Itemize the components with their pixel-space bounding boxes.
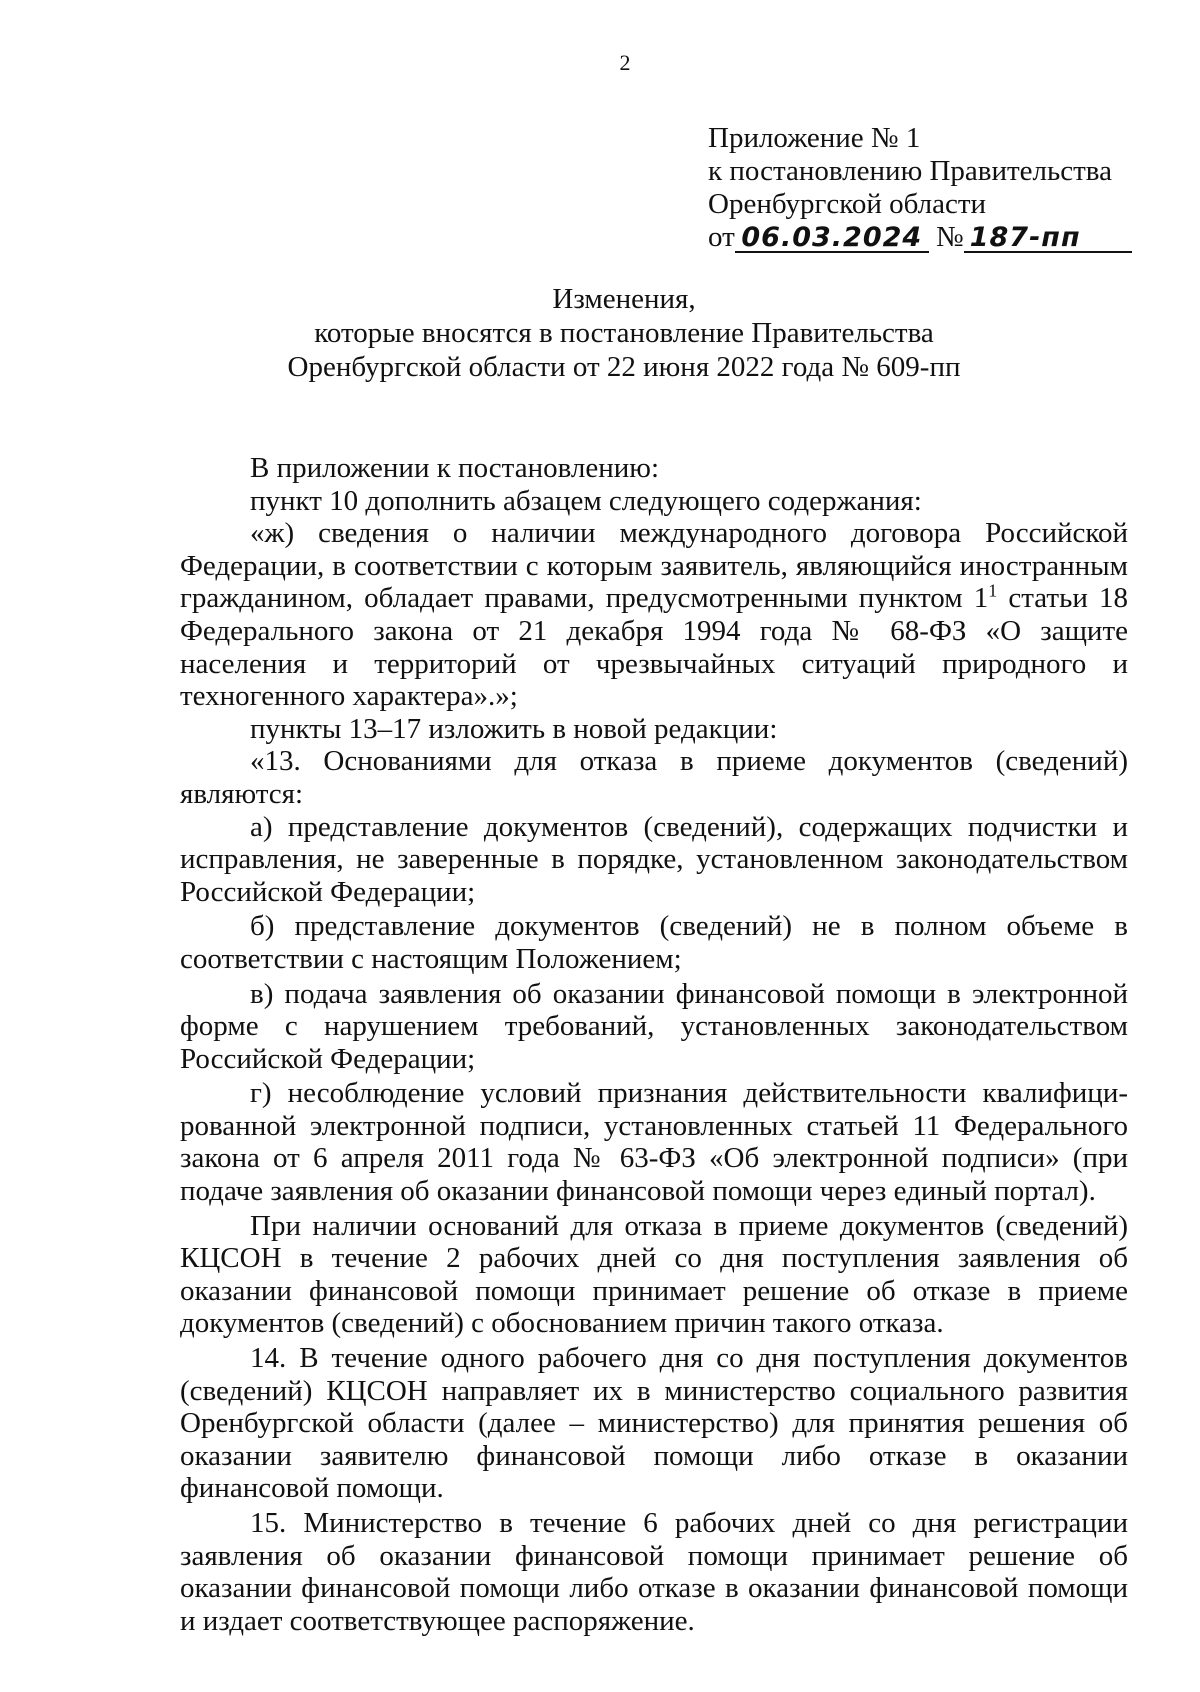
appendix-region: Оренбургской области [708, 188, 987, 220]
number-label: № [936, 221, 964, 253]
heading-line-2: которые вносятся в постановление Правительства [314, 317, 934, 349]
appendix-subtitle: к постановлению Правительства [708, 155, 1112, 187]
paragraph-15: 15. Министерство в течение 6 рабочих дней со дня регистрации заявления об оказании финансовой помощи принимает решение об оказании финансовой помощи либо отказе в оказании финансовой помощи и издает соответствующее распоряжение. [180, 1507, 1128, 1637]
from-label: от [708, 221, 735, 253]
page-number: 2 [619, 50, 631, 75]
paragraph-13-g: г) несоблюдение условий признания действительности квалифици-рованной электронной подписи, установленных статьей 11 Федерального закона от 6 апреля 2011 года № 63-ФЗ «Об электронной подписи» (при подаче заявления об оказании финансовой помощи через единый портал). [180, 1077, 1128, 1208]
document-heading [0, 282, 1200, 384]
paragraph-refusal: При наличии оснований для отказа в приеме документов (сведений) КЦСОН в течение 2 рабочих дней со дня поступления заявления об оказании финансовой помощи принимает решение об отказе в приеме документов (сведений) с обоснованием причин такого отказа. [180, 1209, 1128, 1340]
appendix-date-line [708, 221, 1132, 254]
paragraph-13-a: а) представление документов (сведений), содержащих подчистки и исправления, не заверенные в порядке, установленном законодательством Российской Федерации; [180, 810, 1128, 908]
paragraph-13: «13. Основаниями для отказа в приеме документов (сведений) являются: [180, 745, 1128, 810]
paragraph-13-b: б) представление документов (сведений) не в полном объеме в соответствии с настоящим Положением; [180, 910, 1128, 975]
document-body [180, 452, 1128, 1637]
paragraph-zh [180, 517, 1128, 713]
appendix-block [708, 122, 1132, 254]
paragraph-intro: В приложении к постановлению: [250, 452, 660, 484]
paragraph-zh-part-1: «ж) сведения о наличии международного договора Российской Федерации, в соответствии с которым заявитель, являющийся иностранным гражданином, обладает правами, предусмотренными пунктом 1 [180, 517, 1128, 615]
heading-title: Изменения, [552, 283, 696, 315]
superscript-1: 1 [988, 580, 998, 601]
paragraph-points-13-17: пункты 13–17 изложить в новой редакции: [250, 712, 778, 745]
paragraph-zh-part-2: статьи 18 Федерального закона от 21 декабря 1994 года № 68-ФЗ «О защите населения и территорий от чрезвычайных ситуаций природного и техногенного характера».»; [180, 582, 1128, 713]
handwritten-number: 187-пп [964, 225, 1132, 253]
handwritten-date: 06.03.2024 [735, 225, 929, 253]
appendix-title: Приложение № 1 [708, 122, 921, 154]
paragraph-point-10: пункт 10 дополнить абзацем следующего содержания: [250, 484, 922, 517]
heading-line-3: Оренбургской области от 22 июня 2022 года № 609-пп [287, 351, 961, 383]
paragraph-14: 14. В течение одного рабочего дня со дня поступления документов (сведений) КЦСОН направляет их в министерство социального развития Оренбургской области (далее – министерство) для принятия решения об оказании заявителю финансовой помощи либо отказе в оказании финансовой помощи. [180, 1342, 1128, 1505]
paragraph-13-v: в) подача заявления об оказании финансовой помощи в электронной форме с нарушением требований, установленных законодательством Российской Федерации; [180, 977, 1128, 1075]
